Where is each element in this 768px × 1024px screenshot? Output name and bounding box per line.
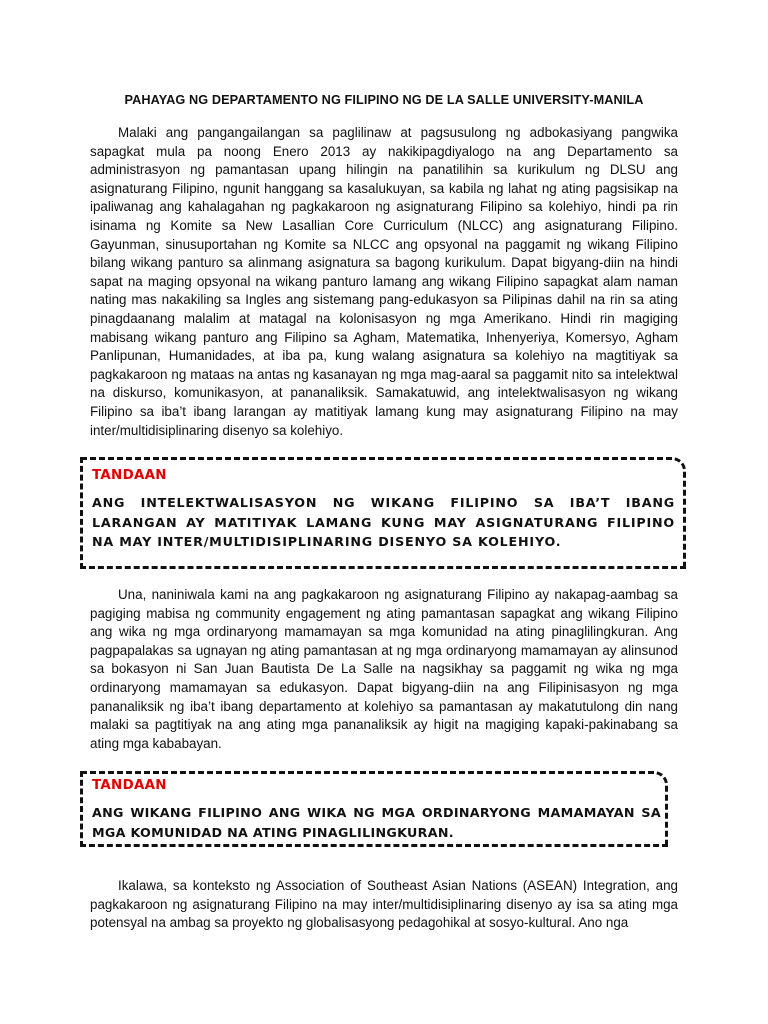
note-label: TANDAAN [92, 468, 167, 483]
document-title: PAHAYAG NG DEPARTAMENTO NG FILIPINO NG DE LA SALLE UNIVERSITY-MANILA [124, 93, 644, 107]
body-paragraph-3: Ikalawa, sa konteksto ng Association of Southeast Asian Nations (ASEAN) Integration, ang pagkakaroon ng asignaturang Filipino na may inter/multidisiplinaring disenyo ay isa sa ating mga potensyal na ambag sa proyekto ng globalisasyong pedagohikal at sosyo-kultural. Ano nga [90, 878, 678, 931]
note-text: ANG WIKANG FILIPINO ANG WIKA NG MGA ORDINARYONG MAMAMAYAN SA MGA KOMUNIDAD NA ATING PINAGLILINGKURAN. [92, 805, 661, 840]
note-box-2 [80, 771, 668, 847]
body-paragraph-2: Una, naniniwala kami na ang pagkakaroon ng asignaturang Filipino ay nakapag-aambag sa pagiging mabisa ng community engagement ng ating pamantasan sapagkat ang wikang Filipino ang wika ng mga ordinaryong mamamayan sa mga komunidad na ating pinaglilingkuran. Ang pagpapalakas sa ugnayan ng ating pamantasan at ng mga ordinaryong mamamayan ay alinsunod sa bokasyon ni San Juan Bautista De La Salle na nagsikhay sa paggamit ng wika ng mga ordinaryong mamamayan sa edukasyon. Dapat bigyang-diin na ang Filipinisasyon ng mga pananaliksik ng iba’t ibang departamento at kolehiyo sa pamantasan ay makatutulong din nang malaki sa pagtitiyak na ang ating mga pananaliksik ay higit na magiging kapaki-pakinabang sa ating mga kababayan. [90, 587, 678, 751]
note-label: TANDAAN [92, 778, 167, 793]
note-text: ANG INTELEKTWALISASYON NG WIKANG FILIPINO SA IBA’T IBANG LARANGAN AY MATITIYAK LAMANG KUNG MAY ASIGNATURANG FILIPINO NA MAY INTER/MULTIDISIPLINARING DISENYO SA KOLEHIYO. [92, 495, 675, 550]
note-box-1 [80, 457, 686, 569]
body-paragraph-1: Malaki ang pangangailangan sa paglilinaw at pagsusulong ng adbokasiyang pangwika sapagkat mula pa noong Enero 2013 ay nakikipagdiyalogo na ang Departamento sa administrasyon ng pamantasan upang hilingin na panatilihin sa kurikulum ng DLSU ang asignaturang Filipino, ngunit hanggang sa kasalukuyan, sa kabila ng lahat ng ating pagsisikap na ipaliwanag ang kahalagahan ng pagkakaroon ng asignaturang Filipino sa kolehiyo, hindi pa rin isinama ng Komite sa New Lasallian Core Curriculum (NLCC) ang asignaturang Filipino. Gayunman, sinusuportahan ng Komite sa NLCC ang opsyonal na paggamit ng wikang Filipino bilang wikang panturo sa alinmang asignatura sa bagong kurikulum. Dapat bigyang-diin na hindi sapat na maging opsyonal na wikang panturo lamang ang wikang Filipino sapagkat alam naman nating mas nakakiling sa Ingles ang sistemang pang-edukasyon sa Pilipinas dahil na rin sa ating pinagdaanang malalim at matagal na kolonisasyon ng mga Amerikano. Hindi rin magiging mabisang wikang panturo ang Filipino sa Agham, Matematika, Inhenyeriya, Komersyo, Agham Panlipunan, Humanidades, at iba pa, kung walang asignatura sa kolehiyo na magtitiyak sa pagkakaroon ng mataas na antas ng kasanayan ng mga mag-aaral sa paggamit nito sa intelektwal na diskurso, komunikasyon, at pananaliksik. Samakatuwid, ang intelektwalisasyon ng wikang Filipino sa iba’t ibang larangan ay matitiyak lamang kung may asignaturang Filipino na may inter/multidisiplinaring disenyo sa kolehiyo. [90, 125, 678, 438]
